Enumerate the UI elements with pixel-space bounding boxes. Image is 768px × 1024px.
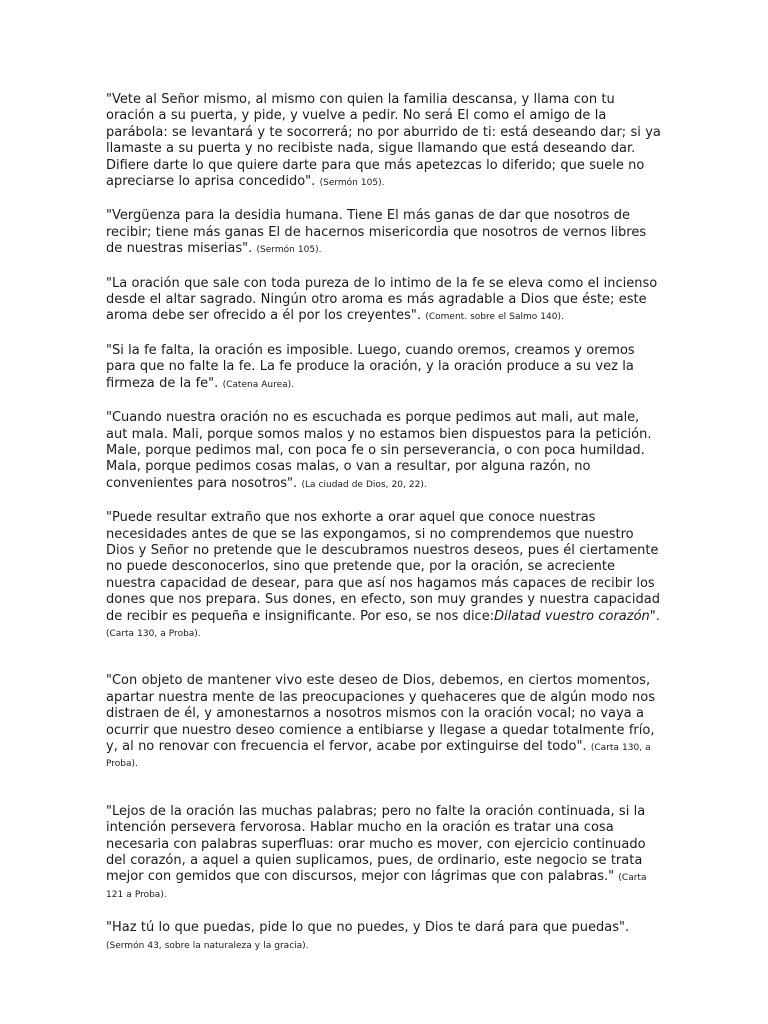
quote-text: "Cuando nuestra oración no es escuchada es porque pedimos aut mali, aut male, aut mala. Mali, porque somos malos y no estamos bien dispuestos para la petición. Male, porque pedimos mal, con poca fe o sin perseverancia, o con poca humildad. Mala, porque pedimos cosas malas, o van a resultar, por alguna razón, no convenientes para nosotros". [106, 410, 652, 491]
quote-paragraph [106, 208, 664, 257]
quote-text: "Lejos de la oración las muchas palabras; pero no falte la oración continuada, si la intención persevera fervorosa. Hablar mucho en la oración es tratar una cosa necesaria con palabras superfluas: orar mucho es mover, con ejercicio continuado del corazón, a aquel a quien suplicamos, pues, de ordinario, este negocio se trata mejor con gemidos que con discursos, mejor con lágrimas que con palabras." [106, 803, 646, 885]
quote-text-closing: ". [649, 608, 660, 624]
quote-paragraph [106, 673, 664, 771]
quote-source: (Carta 130, a Proba). [106, 628, 201, 639]
quote-paragraph [106, 92, 664, 190]
quote-paragraph [106, 920, 664, 953]
quote-text: "Puede resultar extraño que nos exhorte a orar aquel que conoce nuestras necesidades antes de que se las expongamos, si no comprendemos que nuestro Dios y Señor no pretende que le descubramos nuestros deseos, pues él ciertamente no puede desconocerlos, sino que pretende que, por la oración, se acreciente nuestra capacidad de desear, para que así nos hagamos más capaces de recibir los dones que nos prepara. Sus dones, en efecto, son muy grandes y nuestra capacidad de recibir es pequeña e insignificante. Por eso, se nos dice: [106, 510, 661, 624]
quote-source: (Sermón 105). [319, 178, 385, 189]
quote-text: "Vete al Señor mismo, al mismo con quien la familia descansa, y llama con tu oración a su puerta, y pide, y vuelve a pedir. No será El como el amigo de la parábola: se levantará y te socorrerá; no por aburrido de ti: está deseando dar; si ya llamaste a su puerta y no recibiste nada, sigue llamando que está deseando dar. Difiere darte lo que quiere darte para que más apetezcas lo diferido; que suele no apreciarse lo aprisa concedido". [106, 92, 661, 190]
quote-source: (Carta 130, a Proba). [106, 743, 651, 770]
quote-source: (Catena Aurea). [222, 379, 295, 390]
quote-text: "Vergüenza para la desidia humana. Tiene El más ganas de dar que nosotros de recibir; tiene más ganas El de hacernos misericordia que nosotros de vernos libres de nuestras miserias". [106, 208, 647, 257]
quote-source: (Carta 121 a Proba). [106, 873, 647, 900]
quote-text: "La oración que sale con toda pureza de lo intimo de la fe se eleva como el incienso desde el altar sagrado. Ningún otro aroma es más agradable a Dios que éste; este aroma debe ser ofrecido a él por los creyentes". [106, 275, 658, 324]
quote-source: (Coment. sobre el Salmo 140). [425, 312, 564, 323]
quote-text: "Haz tú lo que puedas, pide lo que no puedes, y Dios te dará para que puedas". [106, 920, 630, 936]
quote-paragraph [106, 410, 664, 492]
quote-text: "Con objeto de mantener vivo este deseo de Dios, debemos, en ciertos momentos, apartar nuestra mente de las preocupaciones y quehaceres que de algún modo nos distraen de él, y amonestarnos a nosotros mismos con la oración vocal; no vaya a ocurrir que nuestro deseo comience a entibiarse y llegase a quedar totalmente frío, y, al no renovar con frecuencia el fervor, acabe por extinguirse del todo". [106, 673, 655, 754]
quote-source: (Sermón 105). [256, 245, 322, 256]
quote-emphasis: Dilatad vuestro corazón [494, 608, 650, 624]
quote-source: (Sermón 43, sobre la naturaleza y la gracia). [106, 940, 309, 951]
quote-text: "Si la fe falta, la oración es imposible. Luego, cuando oremos, creamos y oremos para que no falte la fe. La fe produce la oración, y la oración produce a su vez la firmeza de la fe". [106, 342, 635, 391]
quote-paragraph [106, 343, 664, 392]
quote-paragraph [106, 510, 664, 641]
quote-paragraph [106, 276, 664, 325]
quote-paragraph [106, 804, 664, 902]
quote-source: (La ciudad de Dios, 20, 22). [301, 479, 427, 490]
